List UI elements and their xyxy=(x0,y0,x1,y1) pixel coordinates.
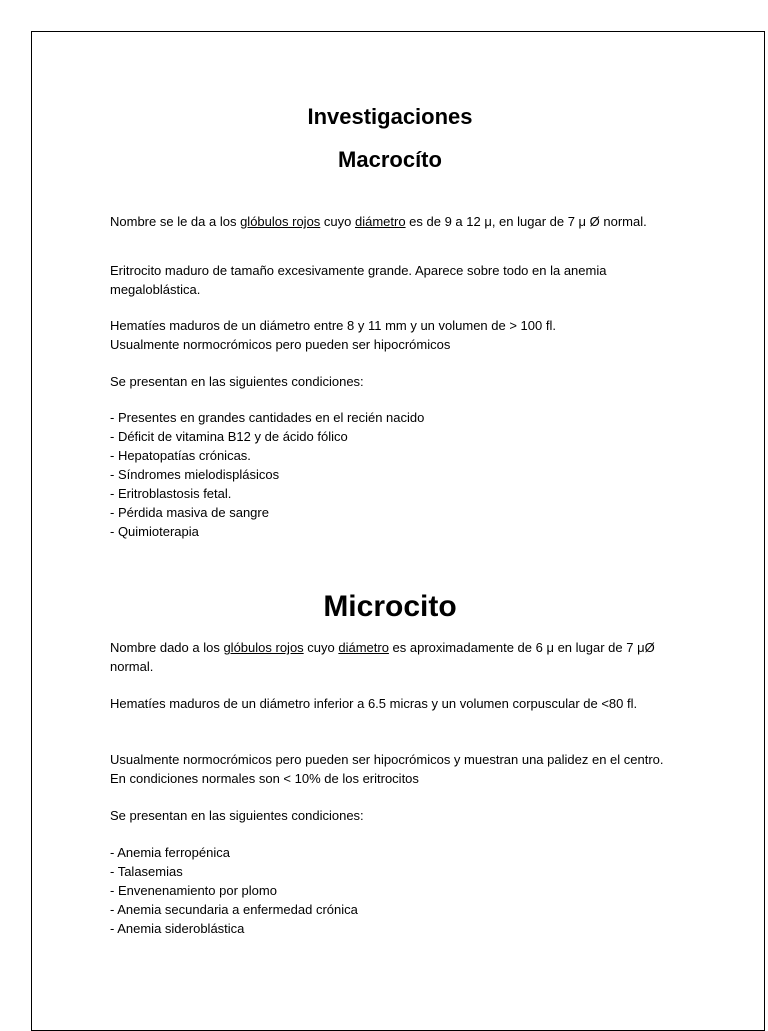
list-item: - Envenenamiento por plomo xyxy=(110,883,277,898)
list-item: - Hepatopatías crónicas. xyxy=(110,448,251,463)
list-item: - Eritroblastosis fetal. xyxy=(110,486,232,501)
text-line: Usualmente normocrómicos pero pueden ser hipocrómicos xyxy=(110,337,451,352)
list-item: - Quimioterapia xyxy=(110,524,199,539)
link-globulos-rojos[interactable]: glóbulos rojos xyxy=(240,214,321,229)
macrocito-paragraph-description: Eritrocito maduro de tamaño excesivamente grande. Aparece sobre todo en la anemia megaloblástica. xyxy=(110,263,607,297)
macrocito-paragraph-size xyxy=(110,316,670,354)
list-item: - Presentes en grandes cantidades en el recién nacido xyxy=(110,410,425,425)
microcito-paragraph-size: Hematíes maduros de un diámetro inferior a 6.5 micras y un volumen corpuscular de <80 fl. xyxy=(110,696,638,711)
document-page xyxy=(31,31,765,1031)
list-item: - Anemia ferropénica xyxy=(110,845,230,860)
microcito-conditions-list xyxy=(110,843,670,938)
text-line: Hematíes maduros de un diámetro entre 8 y 11 mm y un volumen de > 100 fl. xyxy=(110,318,556,333)
text-fragment: es de 9 a 12 μ, en lugar de 7 μ Ø normal. xyxy=(405,214,647,229)
text-fragment: cuyo xyxy=(303,640,339,655)
microcito-paragraph-definition xyxy=(110,638,670,676)
macrocito-paragraph-definition xyxy=(110,212,670,231)
macrocito-conditions-list xyxy=(110,408,670,541)
list-item: - Pérdida masiva de sangre xyxy=(110,505,269,520)
list-item: - Síndromes mielodisplásicos xyxy=(110,467,280,482)
text-fragment: Nombre dado a los xyxy=(110,640,224,655)
list-item: - Talasemias xyxy=(110,864,183,879)
section-title-microcito: Microcito xyxy=(323,590,457,623)
macrocito-conditions-heading: Se presentan en las siguientes condiciones: xyxy=(110,374,364,389)
text-fragment: Nombre se le da a los xyxy=(110,214,241,229)
link-diametro[interactable]: diámetro xyxy=(354,214,406,229)
section-title-macrocito: Macrocíto xyxy=(338,147,442,172)
list-item: - Anemia secundaria a enfermedad crónica xyxy=(110,902,358,917)
text-fragment: cuyo xyxy=(320,214,355,229)
document-title: Investigaciones xyxy=(307,104,473,129)
link-globulos-rojos[interactable]: glóbulos rojos xyxy=(223,640,304,655)
microcito-paragraph-color: Usualmente normocrómicos pero pueden ser hipocrómicos y muestran una palidez en el centro. En condiciones normales son < 10% de los eritrocitos xyxy=(110,752,664,786)
link-diametro[interactable]: diámetro xyxy=(338,640,389,655)
list-item: - Anemia sideroblástica xyxy=(110,921,245,936)
microcito-conditions-heading: Se presentan en las siguientes condiciones: xyxy=(110,808,364,823)
text-fragment: es aproximadamente de 6 μ en lugar de 7 μØ normal. xyxy=(110,640,655,674)
list-item: - Déficit de vitamina B12 y de ácido fólico xyxy=(110,429,348,444)
